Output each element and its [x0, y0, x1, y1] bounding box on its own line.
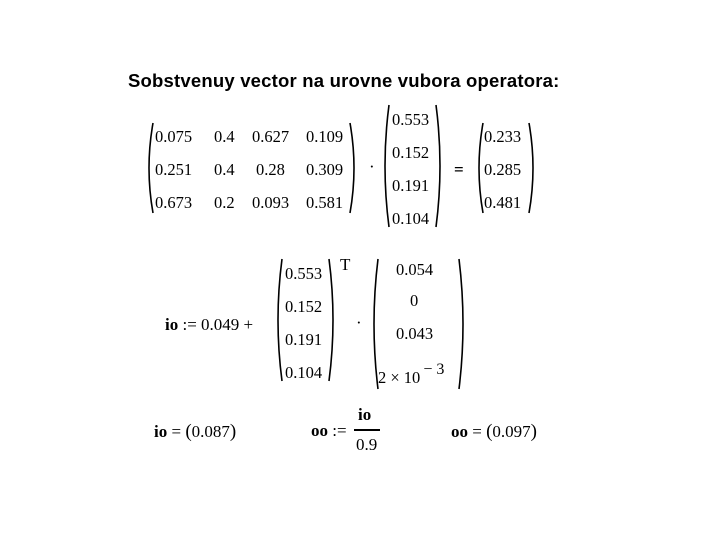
oo-result-close-paren: )	[530, 421, 537, 442]
result-vector-right-paren	[527, 122, 539, 214]
weights-vector-cell: 0	[410, 291, 419, 310]
oo-def-name: oo	[311, 421, 328, 440]
matrix-a-cell: 0.627	[252, 127, 290, 146]
matrix-a-cell: 0.2	[214, 193, 235, 212]
matrix-a-cell: 0.28	[256, 160, 285, 179]
io-vector-cell: 0.152	[285, 297, 323, 316]
vector-x-right-paren	[434, 104, 446, 228]
exponential-power: − 3	[423, 361, 445, 378]
io-definition-lhs	[165, 315, 253, 335]
fraction-denominator: 0.9	[356, 435, 378, 454]
io-result-open-paren: (	[185, 421, 192, 442]
matrix-a-cell: 0.581	[306, 193, 344, 212]
result-vector-cell: 0.481	[484, 193, 522, 212]
matrix-a-cell: 0.251	[155, 160, 193, 179]
oo-def-assign: :=	[332, 421, 347, 440]
matrix-a-cell: 0.4	[214, 127, 235, 146]
result-vector-cell: 0.285	[484, 160, 522, 179]
oo-result	[451, 421, 537, 443]
matrix-a-right-paren	[348, 122, 360, 214]
vector-x-cell: 0.553	[392, 110, 430, 129]
vector-x-cell: 0.104	[392, 209, 430, 228]
transpose-mark: T	[340, 255, 351, 274]
exponential-base: 2 × 10	[378, 368, 421, 387]
io-vector-cell: 0.191	[285, 330, 323, 349]
equals-sign: =	[454, 160, 464, 179]
matrix-a-left-paren	[143, 122, 155, 214]
io-result-close-paren: )	[229, 421, 237, 442]
assign-symbol: :=	[182, 315, 197, 334]
oo-result-open-paren: (	[486, 421, 493, 442]
fraction-bar	[354, 429, 380, 431]
oo-result-equals: =	[472, 422, 482, 441]
weights-vector-right-paren	[457, 258, 469, 390]
multiply-dot-2: ·	[356, 313, 362, 332]
weights-vector-cell-exponential	[378, 361, 445, 388]
plus-sign: +	[243, 315, 254, 334]
vector-x-cell: 0.152	[392, 143, 430, 162]
io-variable: io	[165, 315, 179, 334]
io-result-name: io	[154, 422, 168, 441]
vector-x-left-paren	[379, 104, 391, 228]
io-vector-right-paren	[327, 258, 339, 382]
oo-result-name: oo	[451, 422, 468, 441]
io-vector-cell: 0.104	[285, 363, 323, 382]
weights-vector-cell: 0.054	[396, 260, 434, 279]
matrix-a-cell: 0.673	[155, 193, 193, 212]
result-vector-cell: 0.233	[484, 127, 522, 146]
io-result	[154, 421, 236, 443]
matrix-a-cell: 0.109	[306, 127, 344, 146]
io-result-value: 0.087	[191, 422, 230, 441]
io-vector-cell: 0.553	[285, 264, 323, 283]
vector-x-cell: 0.191	[392, 176, 430, 195]
matrix-a-cell: 0.093	[252, 193, 290, 212]
weights-vector-cell: 0.043	[396, 324, 434, 343]
matrix-a-cell: 0.4	[214, 160, 235, 179]
oo-result-value: 0.097	[492, 422, 531, 441]
matrix-a-cell: 0.309	[306, 160, 344, 179]
page-title: Sobstvenuy vector na urovne vubora operatora:	[128, 70, 560, 91]
io-constant: 0.049	[201, 315, 240, 334]
matrix-a-cell: 0.075	[155, 127, 193, 146]
io-vector-left-paren	[272, 258, 284, 382]
fraction-numerator: io	[358, 405, 372, 424]
multiply-dot: ·	[369, 157, 375, 176]
io-result-equals: =	[171, 422, 182, 441]
